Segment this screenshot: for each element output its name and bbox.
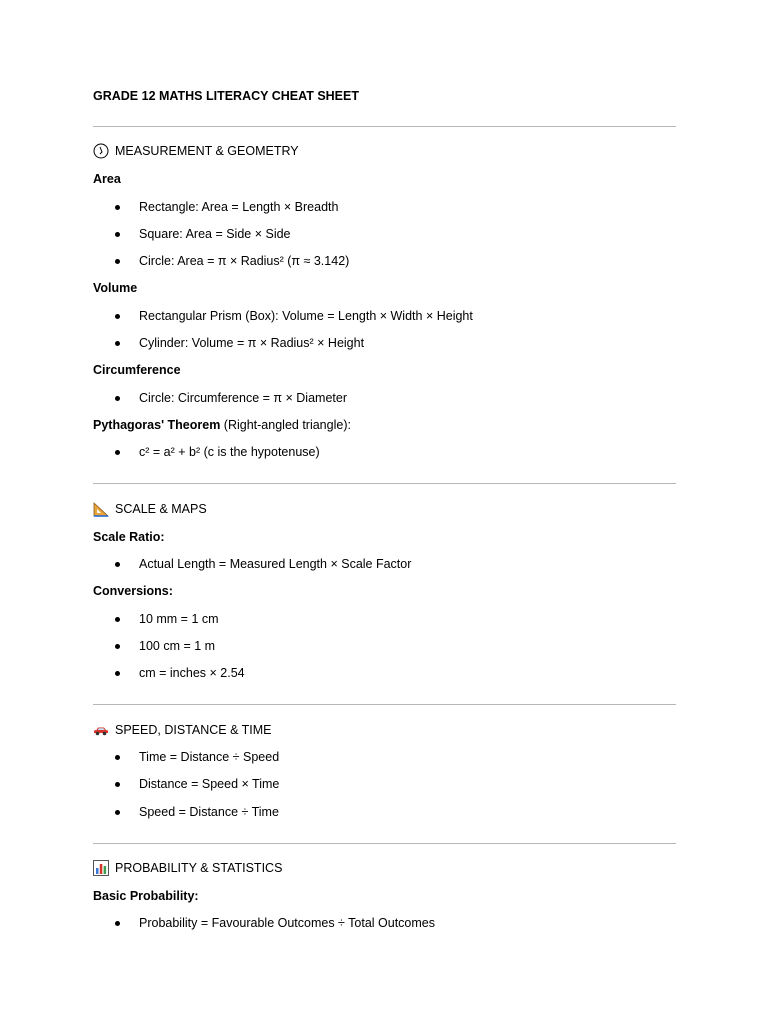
list-item: Square: Area = Side × Side <box>139 227 291 241</box>
set-square-icon <box>93 501 109 517</box>
divider <box>93 126 676 127</box>
subheading-pythagoras-suffix: (Right-angled triangle): <box>220 418 351 432</box>
divider <box>93 483 676 484</box>
list-item: Time = Distance ÷ Speed <box>139 750 280 764</box>
section-heading-label: SCALE & MAPS <box>115 502 207 516</box>
bullet <box>115 259 120 264</box>
bar-chart-icon <box>93 860 109 876</box>
bullet <box>115 782 120 787</box>
list-item: Speed = Distance ÷ Time <box>139 805 279 819</box>
list-item: Rectangular Prism (Box): Volume = Length × Width × Height <box>139 309 473 323</box>
section-heading-label: MEASUREMENT & GEOMETRY <box>115 144 299 158</box>
subheading-basic-probability: Basic Probability: <box>93 889 199 903</box>
bullet <box>115 755 120 760</box>
list-item: Rectangle: Area = Length × Breadth <box>139 200 339 214</box>
bullet <box>115 450 120 455</box>
bullet <box>115 562 120 567</box>
subheading-area: Area <box>93 172 121 186</box>
section-heading-label: PROBABILITY & STATISTICS <box>115 861 283 875</box>
section-heading-label: SPEED, DISTANCE & TIME <box>115 723 272 737</box>
divider <box>93 704 676 705</box>
compass-icon <box>93 143 109 159</box>
list-item: 10 mm = 1 cm <box>139 612 219 626</box>
section-heading-speed <box>93 722 272 738</box>
bullet <box>115 232 120 237</box>
subheading-circumference: Circumference <box>93 363 181 377</box>
list-item: Circle: Area = π × Radius² (π ≈ 3.142) <box>139 254 350 268</box>
bullet <box>115 314 120 319</box>
bullet <box>115 396 120 401</box>
list-item: Actual Length = Measured Length × Scale Factor <box>139 557 412 571</box>
bullet <box>115 671 120 676</box>
subheading-scale-ratio: Scale Ratio: <box>93 530 165 544</box>
page-title: GRADE 12 MATHS LITERACY CHEAT SHEET <box>93 89 359 103</box>
list-item: c² = a² + b² (c is the hypotenuse) <box>139 445 320 459</box>
bullet <box>115 921 120 926</box>
list-item: 100 cm = 1 m <box>139 639 216 653</box>
car-icon <box>93 722 109 738</box>
section-heading-scale <box>93 501 207 517</box>
list-item: Circle: Circumference = π × Diameter <box>139 391 347 405</box>
subheading-volume: Volume <box>93 281 138 295</box>
list-item: Probability = Favourable Outcomes ÷ Total Outcomes <box>139 916 436 930</box>
list-item: Cylinder: Volume = π × Radius² × Height <box>139 336 365 350</box>
section-heading-measurement <box>93 143 299 159</box>
divider <box>93 843 676 844</box>
bullet <box>115 205 120 210</box>
section-heading-probability <box>93 860 282 876</box>
bullet <box>115 617 120 622</box>
bullet <box>115 341 120 346</box>
list-item: cm = inches × 2.54 <box>139 666 245 680</box>
bullet <box>115 644 120 649</box>
subheading-pythagoras <box>93 417 351 433</box>
list-item: Distance = Speed × Time <box>139 777 280 791</box>
subheading-pythagoras-label: Pythagoras' Theorem <box>93 418 221 432</box>
subheading-conversions: Conversions: <box>93 584 173 598</box>
bullet <box>115 810 120 815</box>
